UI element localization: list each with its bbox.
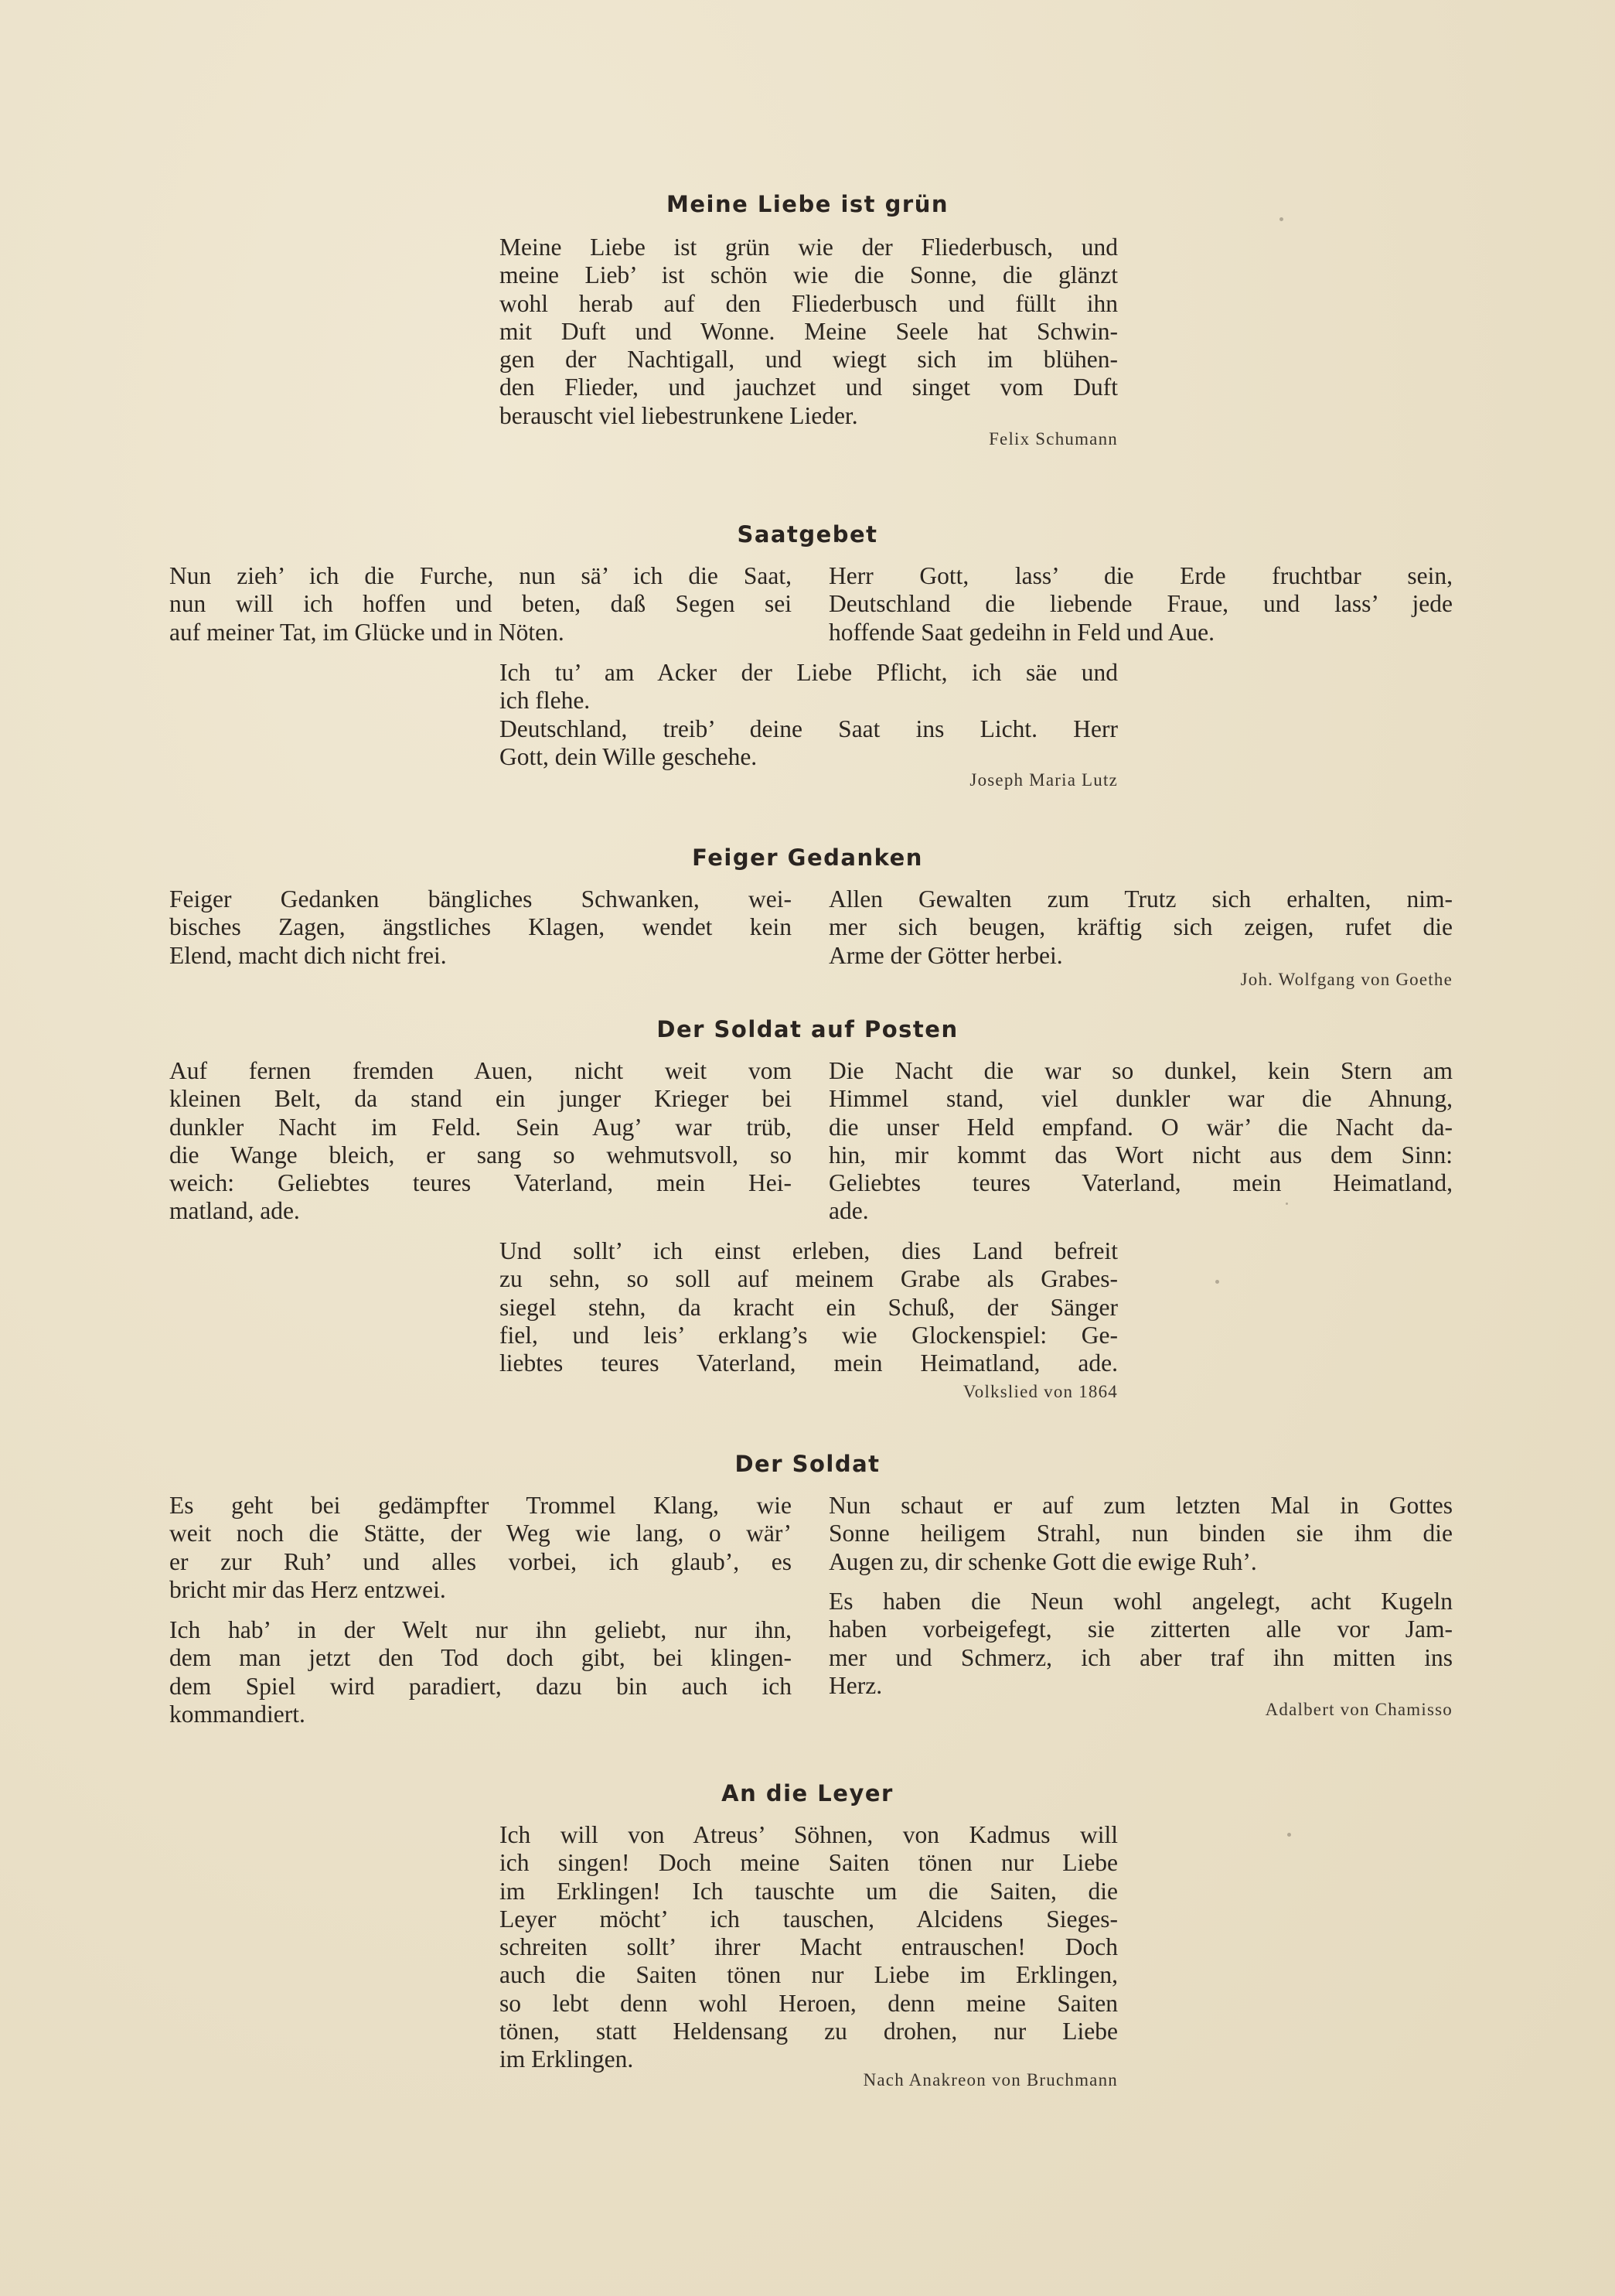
poem-text-right <box>829 885 1453 970</box>
poem-line: so lebt denn wohl Heroen, denn meine Saiten <box>499 1989 1118 2017</box>
poem-line: Augen zu, dir schenke Gott die ewige Ruh’. <box>829 1547 1257 1575</box>
poem-line: ade. <box>829 1197 869 1225</box>
poem-line: Nun schaut er auf zum letzten Mal in Gottes <box>829 1492 1453 1519</box>
poem-line: gen der Nachtigall, und wiegt sich im blühen- <box>499 346 1118 374</box>
poem-title: Meine Liebe ist grün <box>666 191 949 217</box>
poem-line: haben vorbeigefegt, sie zitterten alle vor Jam- <box>829 1615 1453 1643</box>
poem-line: weit noch die Stätte, der Weg wie lang, o wär’ <box>169 1520 792 1547</box>
poem-line: bricht mir das Herz entzwei. <box>169 1575 446 1603</box>
poem-title: Feiger Gedanken <box>692 844 923 871</box>
poem-line: Arme der Götter herbei. <box>829 941 1063 969</box>
poem-line: Ich hab’ in der Welt nur ihn geliebt, nur ihn, <box>169 1616 792 1643</box>
poem-line: mer sich beugen, kräftig sich zeigen, rufet die <box>829 913 1453 941</box>
poem-line: siegel stehn, da kracht ein Schuß, der Sänger <box>499 1293 1118 1321</box>
poem-title: Saatgebet <box>737 521 878 548</box>
poem-text-left <box>169 562 792 646</box>
poem-line: liebtes teures Vaterland, mein Heimatland, ade. <box>499 1349 1118 1377</box>
poem-text <box>499 1821 1118 2074</box>
poem-author: Nach Anakreon von Bruchmann <box>863 2070 1118 2090</box>
poem-line: nun will ich hoffen und beten, daß Segen sei <box>169 590 792 618</box>
poem-author: Joseph Maria Lutz <box>969 770 1118 790</box>
poem-line: schreiten sollt’ ihrer Macht entrauschen! Doch <box>499 1933 1118 1961</box>
poem-author: Felix Schumann <box>989 429 1118 449</box>
poem-line: auf meiner Tat, im Glücke und in Nöten. <box>169 618 564 646</box>
poem-author: Joh. Wolfgang von Goethe <box>1240 970 1453 989</box>
poem-line: den Flieder, und jauchzet und singet vom Duft <box>499 374 1118 401</box>
poem-line: matland, ade. <box>169 1197 300 1225</box>
poem-line: kleinen Belt, da stand ein junger Krieger bei <box>169 1085 792 1113</box>
poem-line: Deutschland, treib’ deine Saat ins Licht. Herr <box>499 715 1118 742</box>
poem-line: mer und Schmerz, ich aber traf ihn mitten ins <box>829 1643 1453 1671</box>
poem-line: Feiger Gedanken bängliches Schwanken, wei- <box>169 885 792 913</box>
poem-line: Gott, dein Wille geschehe. <box>499 742 758 770</box>
poem-line: Herz. <box>829 1671 883 1699</box>
poem-line: meine Lieb’ ist schön wie die Sonne, die glänzt <box>499 261 1118 289</box>
poem-line: im Erklingen. <box>499 2045 634 2073</box>
poem-line: er zur Ruh’ und alles vorbei, ich glaub’, es <box>169 1547 792 1575</box>
poem-line: dem man jetzt den Tod doch gibt, bei klingen- <box>169 1644 792 1672</box>
poem-title: Der Soldat auf Posten <box>656 1016 959 1042</box>
poem-line: wohl herab auf den Fliederbusch und füllt ihn <box>499 289 1118 317</box>
poem-line: Nun zieh’ ich die Furche, nun sä’ ich die Saat, <box>169 562 792 589</box>
poem-line: hin, mir kommt das Wort nicht aus dem Sinn: <box>829 1141 1453 1168</box>
poem-line: Und sollt’ ich einst erleben, dies Land befreit <box>499 1237 1118 1264</box>
poem-line: Herr Gott, lass’ die Erde fruchtbar sein, <box>829 562 1453 589</box>
poem-line: weich: Geliebtes teures Vaterland, mein Hei- <box>169 1169 792 1197</box>
poem-line: Himmel stand, viel dunkler war die Ahnung, <box>829 1085 1453 1113</box>
poem-line: Leyer möcht’ ich tauschen, Alcidens Sieges- <box>499 1905 1118 1933</box>
poem-line: ich singen! Doch meine Saiten tönen nur Liebe <box>499 1849 1118 1877</box>
poem-line: Ich will von Atreus’ Söhnen, von Kadmus will <box>499 1821 1118 1848</box>
poem-line: berauscht viel liebestrunkene Lieder. <box>499 401 858 429</box>
poem-line: mit Duft und Wonne. Meine Seele hat Schwin- <box>499 317 1118 345</box>
poem-line: kommandiert. <box>169 1700 305 1728</box>
paper-speck <box>1287 1833 1291 1837</box>
poem-line: die Wange bleich, er sang so wehmutsvoll, so <box>169 1141 792 1168</box>
poem-line: Es geht bei gedämpfter Trommel Klang, wie <box>169 1492 792 1519</box>
poem-text-right <box>829 562 1453 646</box>
poem-line: zu sehn, so soll auf meinem Grabe als Grabes- <box>499 1265 1118 1293</box>
poem-text-right <box>829 1588 1453 1700</box>
poem-line: Sonne heiligem Strahl, nun binden sie ihm die <box>829 1520 1453 1547</box>
poem-line: bisches Zagen, ängstliches Klagen, wendet kein <box>169 913 792 941</box>
poem-line: auch die Saiten tönen nur Liebe im Erklingen, <box>499 1961 1118 1989</box>
poem-line: Allen Gewalten zum Trutz sich erhalten, nim- <box>829 885 1453 913</box>
poem-text-center <box>499 659 1118 771</box>
poem-text-right <box>829 1492 1453 1576</box>
poem-line: tönen, statt Heldensang zu drohen, nur Liebe <box>499 2018 1118 2045</box>
poem-line: Es haben die Neun wohl angelegt, acht Kugeln <box>829 1588 1453 1615</box>
poem-line: Die Nacht die war so dunkel, kein Stern am <box>829 1057 1453 1084</box>
poem-line: im Erklingen! Ich tauschte um die Saiten, die <box>499 1877 1118 1905</box>
poem-text-right <box>829 1057 1453 1226</box>
paper-speck <box>1215 1280 1219 1284</box>
poem-text-left <box>169 1492 792 1604</box>
poem-line: hoffende Saat gedeihn in Feld und Aue. <box>829 618 1215 646</box>
poem-line: Meine Liebe ist grün wie der Fliederbusch, und <box>499 234 1118 261</box>
poem-line: Auf fernen fremden Auen, nicht weit vom <box>169 1057 792 1084</box>
poem-text-left <box>169 885 792 970</box>
paper-speck <box>1279 217 1283 221</box>
poem-text-left <box>169 1616 792 1728</box>
poem-line: Geliebtes teures Vaterland, mein Heimatland, <box>829 1169 1453 1197</box>
poem-line: ich flehe. <box>499 687 591 715</box>
poem-line: die unser Held empfand. O wär’ die Nacht da- <box>829 1113 1453 1141</box>
poem-author: Volkslied von 1864 <box>963 1382 1118 1401</box>
poem-line: Ich tu’ am Acker der Liebe Pflicht, ich säe und <box>499 659 1118 686</box>
poem-text-left <box>169 1057 792 1226</box>
poem-line: dunkler Nacht im Feld. Sein Aug’ war trüb, <box>169 1113 792 1141</box>
poem-line: Deutschland die liebende Fraue, und lass’ jede <box>829 590 1453 618</box>
poem-line: Elend, macht dich nicht frei. <box>169 941 447 969</box>
poem-text-center <box>499 1237 1118 1377</box>
poem-line: dem Spiel wird paradiert, dazu bin auch ich <box>169 1672 792 1700</box>
paper-speck <box>1286 1203 1288 1205</box>
poem-author: Adalbert von Chamisso <box>1265 1700 1453 1719</box>
poem-title: Der Soldat <box>734 1451 881 1477</box>
poem-title: An die Leyer <box>721 1780 894 1806</box>
poem-line: fiel, und leis’ erklang’s wie Glockenspiel: Ge- <box>499 1321 1118 1349</box>
poem-text <box>499 234 1118 430</box>
